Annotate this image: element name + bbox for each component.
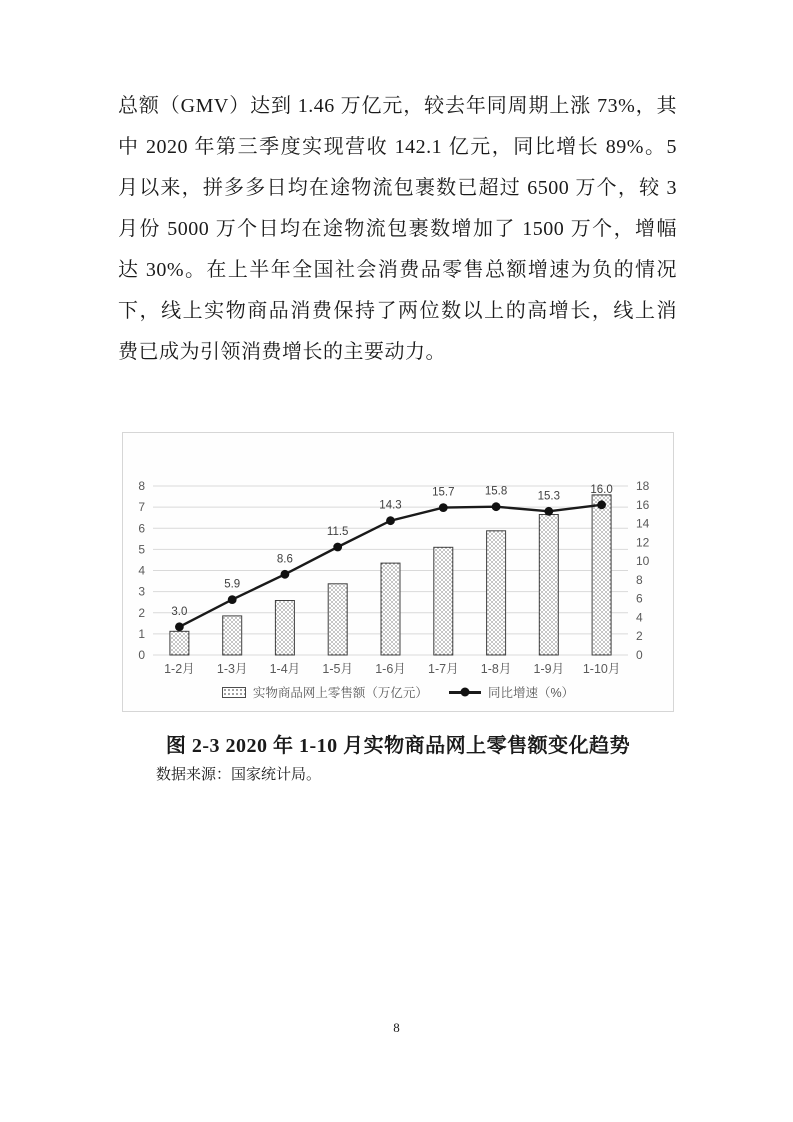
retail-sales-chart-panel (122, 432, 674, 712)
bar-series-legend-label: 实物商品网上零售额（万亿元） (252, 686, 428, 700)
left-axis-tick: 7 (138, 500, 145, 515)
x-axis-label: 1-4月 (269, 662, 301, 676)
data-label: 3.0 (171, 605, 188, 618)
page-number: 8 (393, 1020, 400, 1035)
bar (539, 515, 558, 656)
left-axis-tick: 1 (138, 626, 145, 641)
right-axis-tick: 12 (636, 535, 650, 550)
x-axis-label: 1-5月 (322, 662, 353, 676)
bar (275, 601, 294, 656)
line-marker (544, 507, 553, 516)
bar (170, 631, 189, 655)
figure-caption: 图 2-3 2020 年 1-10 月实物商品网上零售额变化趋势 (165, 735, 631, 757)
right-axis-tick: 0 (636, 648, 643, 662)
x-axis-label: 1-7月 (428, 662, 459, 676)
right-axis-tick: 2 (636, 629, 643, 644)
x-axis-label: 1-10月 (582, 662, 621, 676)
bar (434, 547, 453, 655)
line-marker (492, 502, 501, 511)
data-label: 15.3 (537, 490, 560, 503)
bar (592, 495, 611, 655)
data-label: 15.7 (432, 486, 455, 499)
line-marker (386, 516, 395, 525)
left-axis-tick: 8 (138, 479, 145, 493)
right-axis-tick: 8 (636, 572, 643, 587)
left-axis-tick: 3 (138, 584, 145, 599)
line-marker (439, 503, 448, 512)
line-series-legend-label: 同比增速（%） (487, 686, 575, 700)
paragraph-line: 费已成为引领消费增长的主要动力。 (118, 341, 446, 363)
bar-series-swatch-icon (222, 687, 246, 698)
bar (381, 563, 400, 655)
data-label: 15.8 (484, 485, 508, 498)
line-series-swatch-icon (449, 691, 481, 694)
data-label: 5.9 (224, 578, 241, 591)
right-axis-tick: 10 (636, 554, 650, 569)
left-axis-tick: 4 (138, 563, 145, 578)
right-axis-tick: 14 (636, 516, 650, 531)
bar (223, 616, 242, 655)
data-label: 16.0 (590, 483, 613, 496)
x-axis-label: 1-6月 (375, 662, 406, 676)
data-label: 14.3 (379, 499, 402, 512)
right-axis-tick: 6 (636, 591, 643, 606)
right-axis-tick: 4 (636, 610, 643, 625)
retail-sales-chart (123, 433, 673, 681)
line-marker (597, 500, 606, 509)
line-marker (281, 570, 290, 579)
paragraph-line: 月份 5000 万个日均在途物流包裹数增加了 1500 万个，增幅 (118, 218, 677, 240)
right-axis-tick: 18 (636, 479, 650, 493)
x-axis-label: 1-9月 (533, 662, 565, 676)
line-marker (333, 543, 342, 552)
body-paragraph (118, 86, 677, 373)
left-axis-tick: 0 (138, 648, 145, 662)
paragraph-line: 达 30%。在上半年全国社会消费品零售总额增速为负的情况 (118, 259, 677, 281)
chart-legend (123, 683, 673, 701)
left-axis-tick: 2 (138, 605, 145, 620)
bar (328, 584, 347, 655)
bar (487, 531, 506, 655)
paragraph-line: 中 2020 年第三季度实现营收 142.1 亿元，同比增长 89%。5 (118, 136, 677, 158)
paragraph-line: 月以来，拼多多日均在途物流包裹数已超过 6500 万个，较 3 (118, 177, 677, 199)
x-axis-label: 1-8月 (480, 662, 512, 676)
paragraph-line: 下，线上实物商品消费保持了两位数以上的高增长，线上消 (118, 300, 677, 322)
x-axis-label: 1-2月 (164, 662, 195, 676)
figure-data-source: 数据来源：国家统计局。 (156, 767, 322, 783)
left-axis-tick: 5 (138, 542, 145, 557)
right-axis-tick: 16 (636, 497, 650, 512)
line-marker (228, 595, 237, 604)
line-marker-icon (460, 688, 469, 697)
left-axis-tick: 6 (138, 521, 145, 536)
paragraph-line: 总额（GMV）达到 1.46 万亿元，较去年同周期上涨 73%，其 (118, 95, 677, 117)
data-label: 11.5 (326, 526, 349, 538)
data-label: 8.6 (276, 553, 293, 566)
line-marker (175, 622, 184, 631)
x-axis-label: 1-3月 (216, 662, 248, 676)
